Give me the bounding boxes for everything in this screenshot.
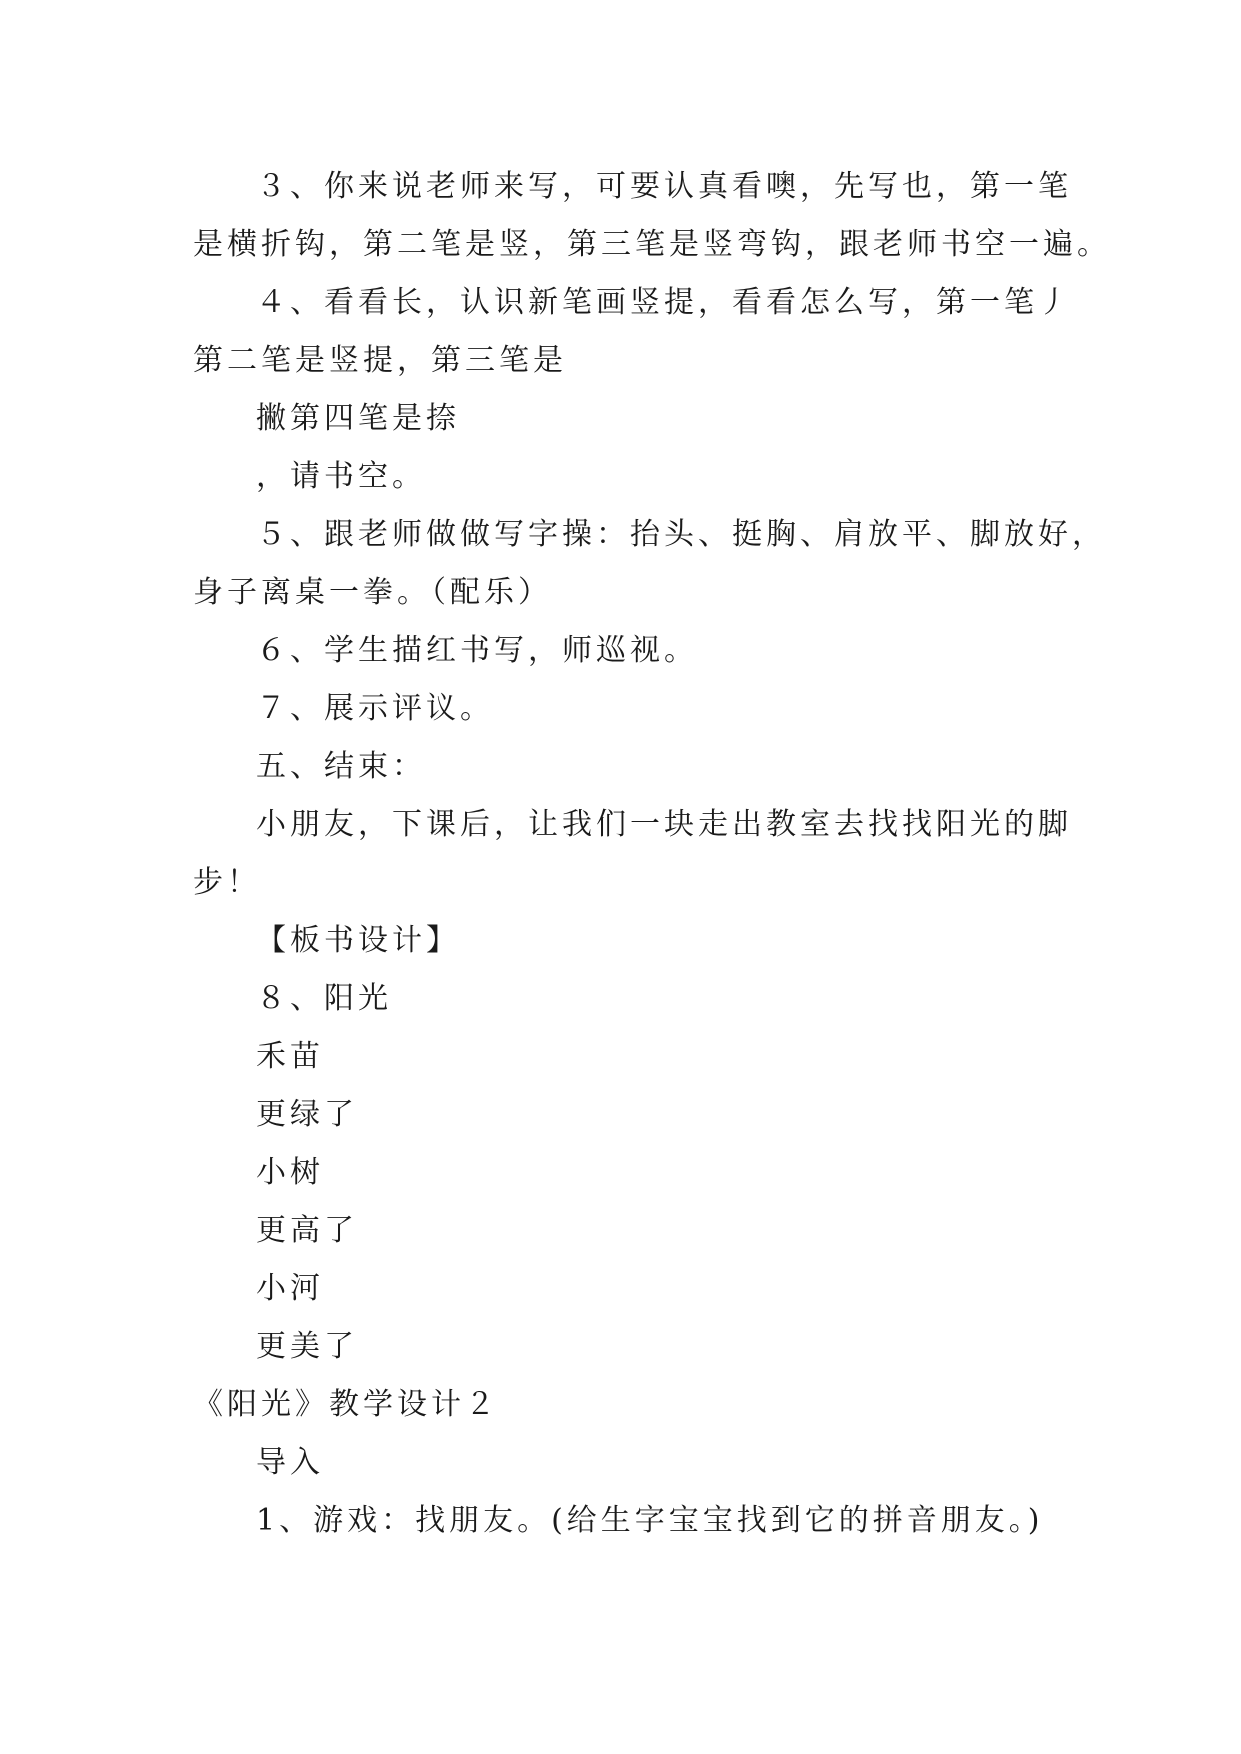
paragraph-line: 小朋友，下课后，让我们一块走出教室去找找阳光的脚: [256, 807, 1072, 842]
paragraph-line: 是横折钩，第二笔是竖，第三笔是竖弯钩，跟老师书空一遍。: [193, 227, 1111, 262]
paragraph-line: 禾苗: [256, 1039, 324, 1074]
paragraph-line: ６、学生描红书写，师巡视。: [256, 633, 698, 668]
section-heading: 五、结束：: [256, 749, 426, 784]
paragraph-line: 更绿了: [256, 1097, 358, 1132]
paragraph-line: 步！: [193, 865, 261, 900]
paragraph-line: ４、看看长，认识新笔画竖提，看看怎么写，第一笔丿: [256, 285, 1072, 320]
section-heading: 【板书设计】: [256, 923, 460, 958]
paragraph-line: 第二笔是竖提，第三笔是: [193, 343, 567, 378]
paragraph-line: 小树: [256, 1155, 324, 1190]
paragraph-line: 撇第四笔是捺: [256, 401, 460, 436]
paragraph-line: ３、你来说老师来写，可要认真看噢，先写也，第一笔: [256, 169, 1072, 204]
paragraph-line: ５、跟老师做做写字操：抬头、挺胸、肩放平、脚放好，: [256, 517, 1106, 552]
paragraph-line: ，请书空。: [256, 459, 426, 494]
paragraph-line: 小河: [256, 1271, 324, 1306]
document-title: 《阳光》教学设计２: [193, 1387, 499, 1422]
paragraph-line: ７、展示评议。: [256, 691, 494, 726]
section-heading: 导入: [256, 1445, 324, 1480]
paragraph-line: ８、阳光: [256, 981, 392, 1016]
paragraph-line: 1、游戏：找朋友。(给生字宝宝找到它的拼音朋友。): [256, 1503, 1044, 1538]
paragraph-line: 更美了: [256, 1329, 358, 1364]
paragraph-line: 更高了: [256, 1213, 358, 1248]
paragraph-line: 身子离桌一拳。（配乐）: [193, 575, 552, 610]
